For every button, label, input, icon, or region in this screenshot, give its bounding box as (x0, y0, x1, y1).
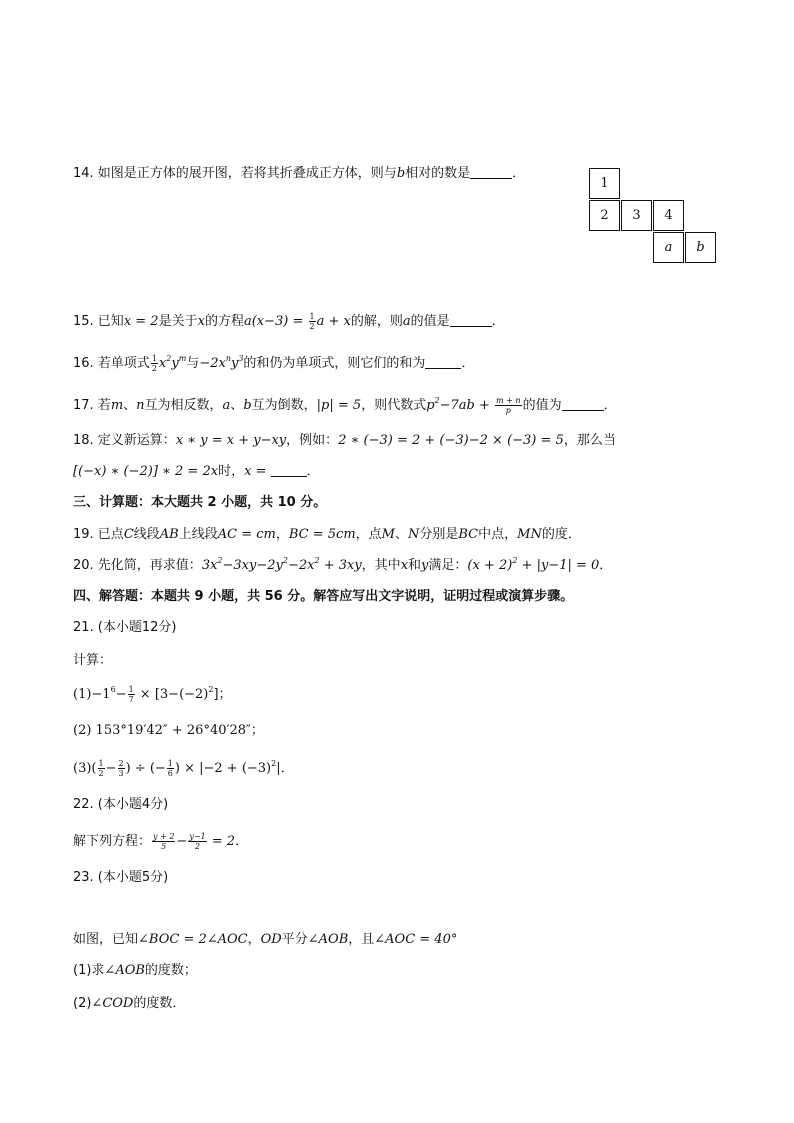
answer-blank[interactable] (562, 398, 604, 411)
net-cell-2: 2 (589, 200, 620, 231)
fraction: $\frac{1}{2}$ (309, 312, 315, 331)
q15-text: 15. 已知x = 2是关于x的方程a(x−3) = $\frac{1}{2}$ a + x的解，则a的值是 ． (73, 312, 505, 331)
q18-text-line1: 18. 定义新运算：x ∗ y = x + y−xy，例如：2 ∗ (−3) = 2 + (−3)−2 × (−3) = 5，那么当 (73, 433, 616, 448)
fraction: $\frac{m + n}{p}$ (496, 396, 521, 415)
q20-text: 20. 先化简，再求值：$3x^2-3xy-2y^2-2x^2 + 3xy$，其中x和y满足：$(x + 2)^2 + |y-1| = 0$． (73, 556, 613, 573)
fraction: $\frac{1}{6}$ (167, 759, 173, 778)
fraction: $\frac{1}{2}$ (151, 354, 157, 373)
q21-sub3: (3)( $\frac{1}{2}$ − $\frac{2}{3}$ ) ÷ (− $\frac{1}{6}$ ) × $|-2 + (-3)^2|$． (73, 759, 294, 778)
net-cell-1: 1 (589, 168, 620, 199)
section-4-heading: 四、解答题：本题共 9 小题，共 56 分。解答应写出文字说明，证明过程或演算步骤。 (73, 589, 574, 604)
answer-blank[interactable] (450, 314, 492, 327)
q23-sub1: (1)求∠AOB的度数； (73, 963, 197, 978)
q16-text: 16. 若单项式 $\frac{1}{2}$ $x^2y^m$与$-2x^ny^3$的和仍为单项式，则它们的和为 ． (73, 354, 475, 373)
net-cell-a: a (653, 232, 684, 263)
q23-text: 如图，已知∠BOC = 2∠AOC，OD平分∠AOB，且∠AOC = 40° (73, 932, 458, 947)
q21-sub1: $(1)-1^6-$ $\frac{1}{7}$ × $[3-(-2)^2]$； (73, 685, 232, 704)
answer-blank[interactable] (470, 166, 512, 179)
fraction: $\frac{1}{2}$ (98, 759, 104, 778)
q22-heading: 22. (本小题4分) (73, 797, 169, 812)
q21-sub2: (2) 153°19′42″ + 26°40′28″； (73, 723, 264, 738)
fraction: $\frac{y-1}{2}$ (189, 832, 206, 851)
answer-blank[interactable] (425, 356, 461, 369)
q21-heading: 21. (本小题12分) (73, 620, 177, 635)
fraction: $\frac{2}{3}$ (118, 759, 124, 778)
net-cell-4: 4 (653, 200, 684, 231)
q21-intro: 计算： (73, 653, 113, 668)
net-cell-3: 3 (621, 200, 652, 231)
q18-text-line2: [(−x) ∗ (−2)] ∗ 2 = 2x时，x = ． (73, 464, 320, 479)
fraction: $\frac{y + 2}{5}$ (153, 832, 175, 851)
q22-text: 解下列方程： $\frac{y + 2}{5}$ − $\frac{y-1}{2}$ = 2． (73, 832, 249, 851)
q14-var: b (396, 166, 406, 181)
q17-text: 17. 若m、n互为相反数，a、b互为倒数，|p| = 5，则代数式$p^2-7ab$ + $\frac{m + n}{p}$ 的值为 ． (73, 396, 617, 415)
q23-sub2: (2)∠COD的度数． (73, 996, 186, 1011)
fraction: $\frac{1}{7}$ (128, 685, 134, 704)
q19-text: 19. 已点C线段AB上线段AC = cm，BC = 5cm，点M、N分别是BC中点，MN的度． (73, 527, 581, 542)
net-cell-b: b (685, 232, 716, 263)
answer-blank[interactable] (271, 464, 307, 477)
q14-text: 14. 如图是正方体的展开图，若将其折叠成正方体，则与b相对的数是 ． (73, 166, 526, 181)
q23-heading: 23. (本小题5分) (73, 870, 169, 885)
section-3-heading: 三、计算题：本大题共 2 小题，共 10 分。 (73, 495, 327, 510)
